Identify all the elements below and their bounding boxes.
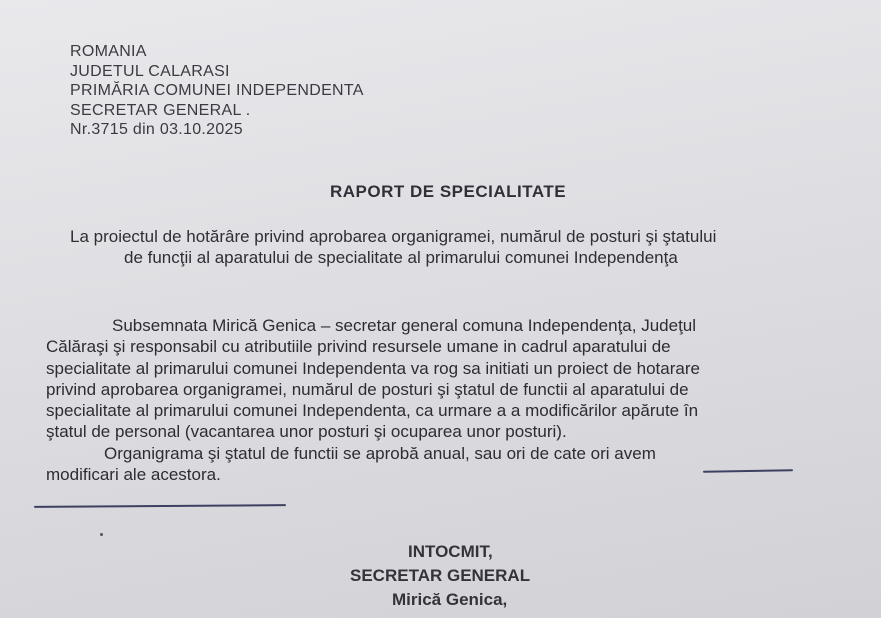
document-title: RAPORT DE SPECIALITATE [330, 182, 567, 201]
document-subject [70, 226, 870, 268]
document-header [70, 42, 364, 140]
signature-line-1: INTOCMIT, [408, 542, 493, 561]
signature-line-2: SECRETAR GENERAL [350, 566, 531, 585]
document-body [46, 315, 876, 485]
body-line: modificari ale acestora. [46, 465, 221, 485]
subject-line-2: de funcţii al aparatului de specialitate al primarului comunei Independenţa [124, 248, 678, 267]
body-line: Subsemnata Mirică Genica – secretar general comuna Independenţa, Judeţul [112, 316, 697, 335]
handwritten-underline [34, 504, 286, 508]
body-line: Călăraşi şi responsabil cu atributiile privind resursele umane in cadrul aparatului de [46, 337, 671, 357]
subject-line-1: La proiectul de hotărâre privind aprobarea organigramei, numărul de posturi şi ştatului [70, 227, 717, 246]
body-line: ştatul de personal (vacantarea unor posturi şi ocuparea unor posturi). [46, 422, 567, 442]
header-county: JUDETUL CALARASI [70, 62, 230, 80]
body-line: specialitate al primarului comunei Independenta va rog sa initiati un proiect de hotarare [46, 358, 700, 378]
signature-line-3: Mirică Genica, [392, 590, 508, 609]
header-reference: Nr.3715 din 03.10.2025 [70, 121, 243, 138]
body-line: privind aprobarea organigramei, numărul de posturi şi ştatul de functii al aparatului de [46, 379, 689, 399]
body-line: specialitate al primarului comunei Independenta, ca urmare a a modificărilor apărute în [46, 401, 699, 421]
ink-dot [100, 533, 103, 536]
header-institution: PRIMĂRIA COMUNEI INDEPENDENTA [70, 82, 364, 99]
body-line: Organigrama şi ştatul de functii se aprobă anual, sau ori de cate ori avem [104, 443, 656, 463]
signature-block [340, 540, 600, 612]
header-country: ROMANIA [70, 43, 147, 60]
header-role: SECRETAR GENERAL . [70, 101, 251, 119]
